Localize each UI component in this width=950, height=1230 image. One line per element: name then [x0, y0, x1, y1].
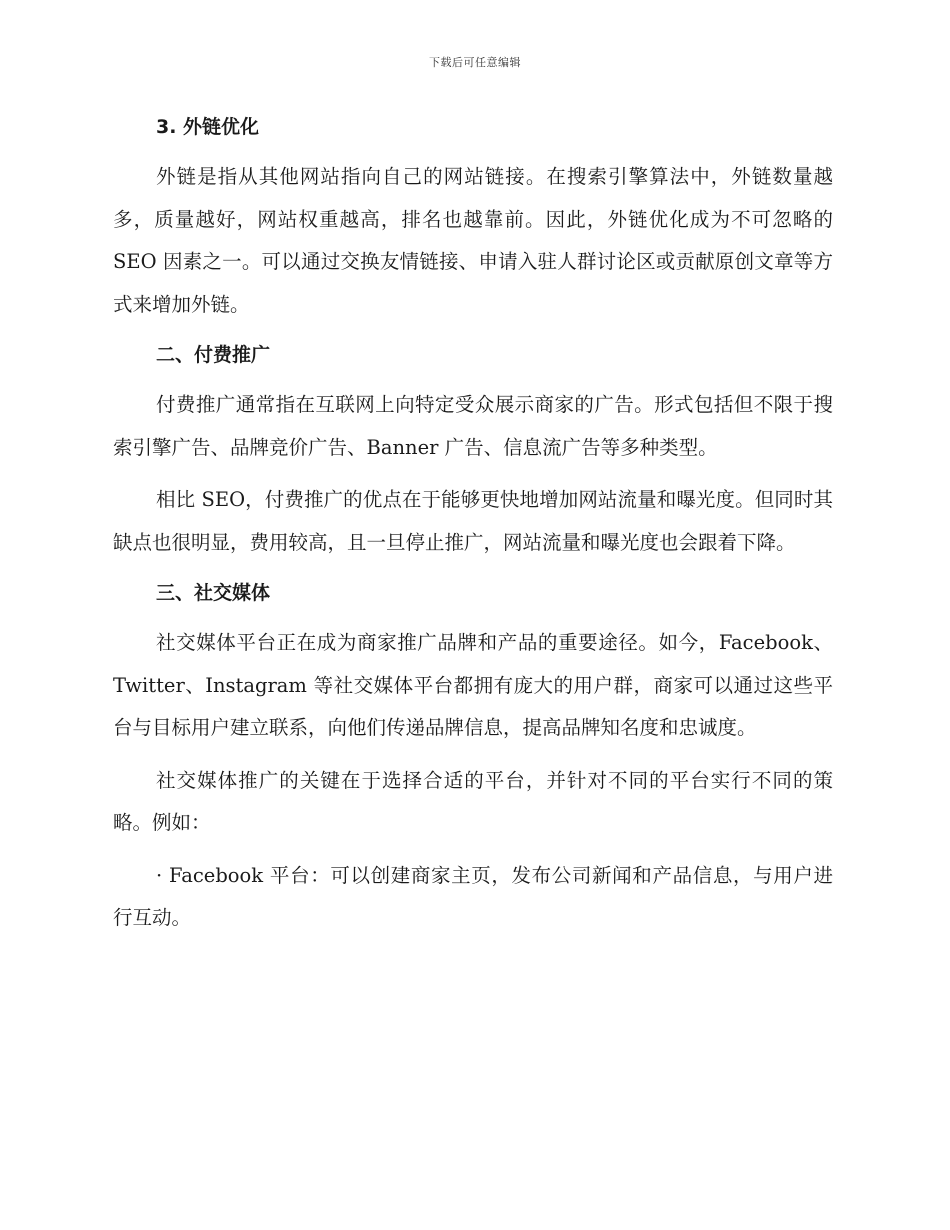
- section-heading-external-links: 3. 外链优化: [156, 116, 260, 138]
- page-header: 下载后可任意编辑: [429, 56, 521, 69]
- paragraph-social-media-intro: 社交媒体平台正在成为商家推广品牌和产品的重要途径。如今，Facebook、Twitter、Instagram 等社交媒体平台都拥有庞大的用户群，商家可以通过这些平台与目标用户建立联系，向他们传递品牌信息，提高品牌知名度和忠诚度。: [113, 631, 833, 739]
- paragraph-paid-promotion-compare: 相比 SEO，付费推广的优点在于能够更快地增加网站流量和曝光度。但同时其缺点也很明显，费用较高，且一旦停止推广，网站流量和曝光度也会跟着下降。: [113, 488, 833, 554]
- section-heading-social-media: 三、社交媒体: [156, 582, 271, 604]
- list-item-facebook: · Facebook 平台：可以创建商家主页，发布公司新闻和产品信息，与用户进行互动。: [113, 863, 833, 929]
- paragraph-external-links: 外链是指从其他网站指向自己的网站链接。在搜索引擎算法中，外链数量越多，质量越好，网站权重越高，排名也越靠前。因此，外链优化成为不可忽略的 SEO 因素之一。可以通过交换友情链接、申请入驻人群讨论区或贡献原创文章等方式来增加外链。: [113, 165, 833, 316]
- paragraph-paid-promotion-intro: 付费推广通常指在互联网上向特定受众展示商家的广告。形式包括但不限于搜索引擎广告、品牌竞价广告、Banner 广告、信息流广告等多种类型。: [113, 393, 833, 459]
- document-body: [113, 108, 833, 950]
- paragraph-social-media-strategy: 社交媒体推广的关键在于选择合适的平台，并针对不同的平台实行不同的策略。例如：: [113, 768, 833, 834]
- section-heading-paid-promotion: 二、付费推广: [156, 344, 271, 366]
